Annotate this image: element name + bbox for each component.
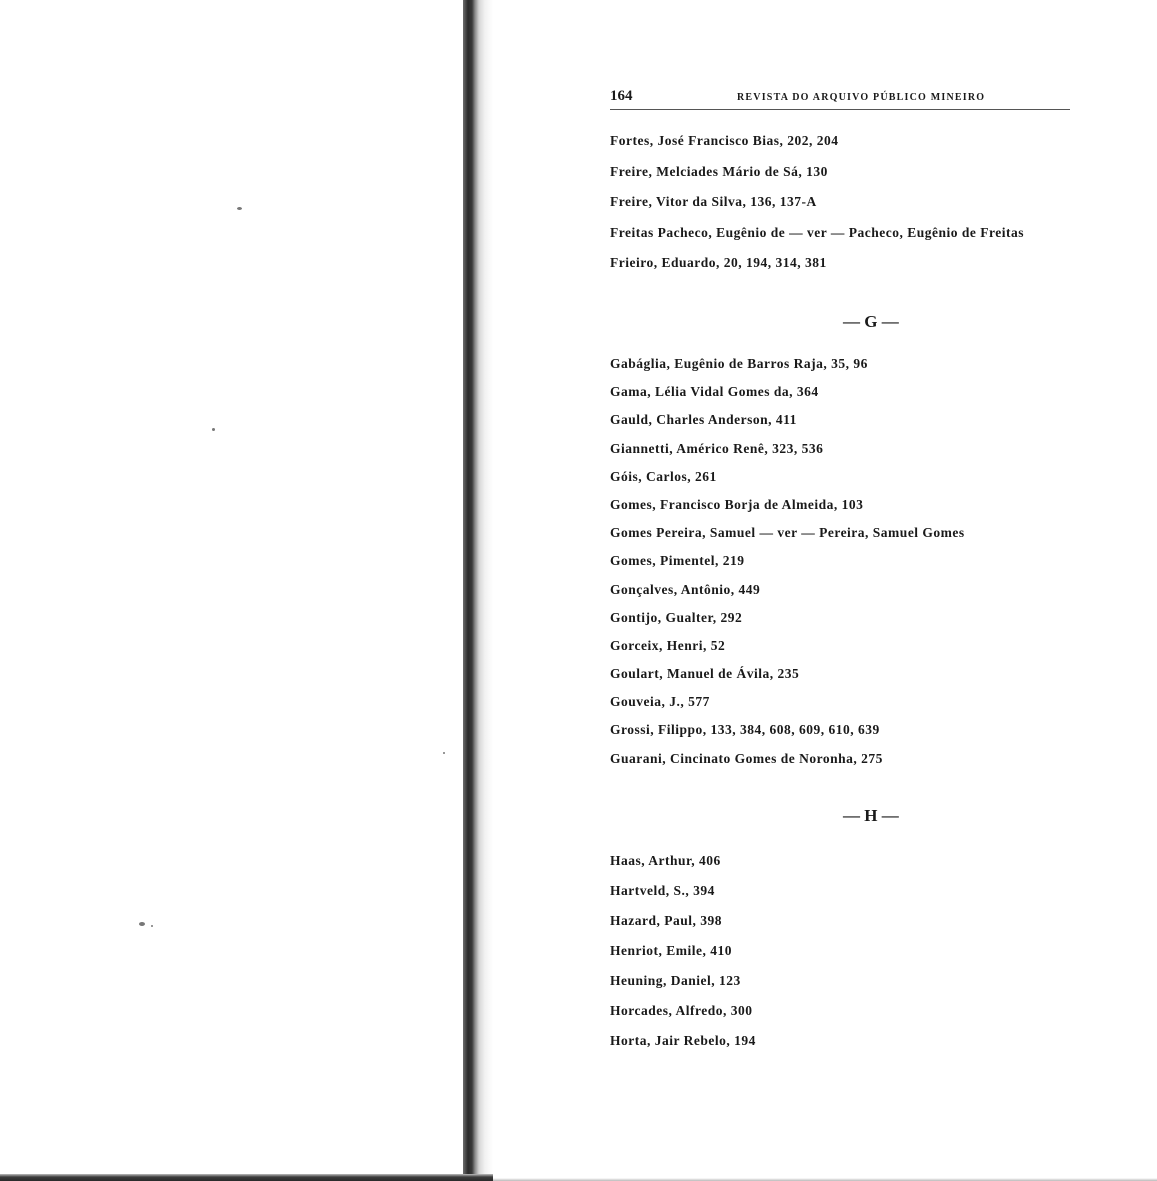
section-heading-g: — G —: [843, 312, 899, 331]
index-entry: Giannetti, Américo Renê, 323, 536: [610, 440, 824, 456]
book-gutter: [463, 0, 493, 1181]
paper-speck: [443, 752, 445, 754]
index-entry: Hazard, Paul, 398: [610, 913, 722, 928]
paper-speck: [237, 207, 242, 210]
running-head: [610, 88, 1070, 112]
index-entry: Gorceix, Henri, 52: [610, 637, 726, 653]
index-entry: Gonçalves, Antônio, 449: [610, 581, 761, 597]
index-entry: Freitas Pacheco, Eugênio de — ver — Pacheco, Eugênio de Freitas: [610, 224, 1024, 240]
index-entry: Grossi, Filippo, 133, 384, 608, 609, 610, 639: [610, 722, 880, 738]
index-section-h: [610, 852, 1155, 1062]
index-entry: Hartveld, S., 394: [610, 883, 715, 898]
blank-left-page: [0, 0, 466, 1181]
paper-speck: [151, 925, 153, 927]
index-entry: Heuning, Daniel, 123: [610, 973, 741, 988]
index-entry: Gauld, Charles Anderson, 411: [610, 412, 797, 428]
index-section-g: [610, 355, 1155, 778]
index-entry: Gomes, Francisco Borja de Almeida, 103: [610, 496, 864, 512]
index-entry: Henriot, Emile, 410: [610, 943, 732, 958]
index-entry: Gouveia, J., 577: [610, 694, 710, 710]
index-entry: Goulart, Manuel de Ávila, 235: [610, 666, 800, 682]
journal-title: REVISTA DO ARQUIVO PÚBLICO MINEIRO: [737, 92, 986, 103]
section-heading-h: — H —: [843, 806, 899, 825]
book-edge: [0, 1174, 493, 1181]
index-page: [493, 0, 1157, 1181]
index-entry: Gomes, Pimentel, 219: [610, 553, 745, 569]
index-entry: Horcades, Alfredo, 300: [610, 1003, 753, 1018]
index-entry: Góis, Carlos, 261: [610, 468, 717, 484]
page-number: 164: [610, 88, 633, 104]
index-entry: Fortes, José Francisco Bias, 202, 204: [610, 133, 839, 148]
index-section-f: [610, 132, 1155, 285]
index-entry: Freire, Vitor da Silva, 136, 137-A: [610, 194, 817, 209]
index-entry: Haas, Arthur, 406: [610, 853, 721, 868]
index-entry: Gabáglia, Eugênio de Barros Raja, 35, 96: [610, 356, 868, 371]
index-entry: Frieiro, Eduardo, 20, 194, 314, 381: [610, 255, 827, 270]
index-entry: Gama, Lélia Vidal Gomes da, 364: [610, 384, 819, 400]
header-rule: [610, 109, 1070, 110]
paper-speck: [139, 922, 145, 926]
index-entry: Horta, Jair Rebelo, 194: [610, 1033, 756, 1048]
index-entry: Gomes Pereira, Samuel — ver — Pereira, Samuel Gomes: [610, 525, 965, 541]
index-entry: Freire, Melciades Mário de Sá, 130: [610, 163, 828, 179]
index-entry: Guarani, Cincinato Gomes de Noronha, 275: [610, 750, 883, 766]
paper-speck: [212, 428, 215, 431]
index-entry: Gontijo, Gualter, 292: [610, 609, 743, 625]
